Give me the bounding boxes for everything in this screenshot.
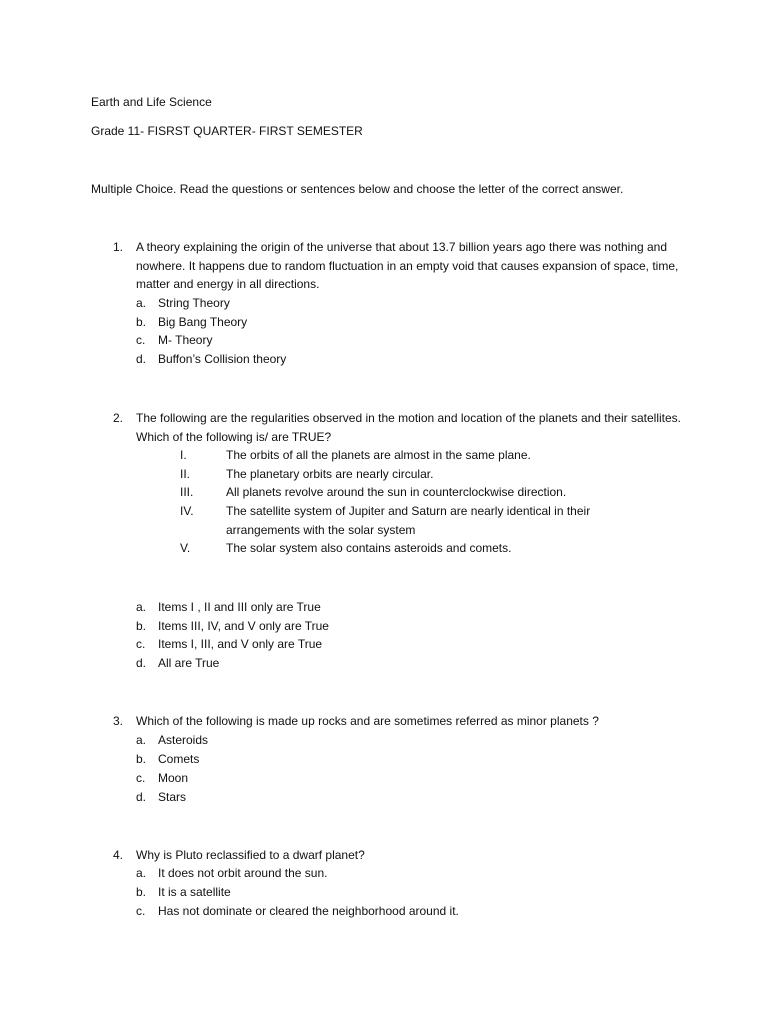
- statement-text: The planetary orbits are nearly circular.: [226, 467, 434, 481]
- statement-text: The solar system also contains asteroids and comets.: [226, 541, 512, 555]
- question-number: 2.: [113, 411, 124, 425]
- statement-text: The orbits of all the planets are almost in the same plane.: [226, 448, 531, 462]
- statement-numeral: V.: [180, 541, 191, 555]
- statement-numeral: I.: [180, 448, 187, 462]
- option-letter: b.: [136, 752, 147, 766]
- option-text: Stars: [158, 790, 187, 804]
- instructions: Multiple Choice. Read the questions or sentences below and choose the letter of the correct answer.: [91, 182, 624, 196]
- option-text: String Theory: [158, 296, 230, 310]
- option-text: It does not orbit around the sun.: [158, 866, 328, 880]
- option-text: Asteroids: [158, 733, 209, 747]
- question-number: 3.: [113, 714, 124, 728]
- option-letter: b.: [136, 315, 147, 329]
- option-letter: a.: [136, 733, 147, 747]
- option-letter: d.: [136, 352, 147, 366]
- option-letter: a.: [136, 866, 147, 880]
- statement-text: All planets revolve around the sun in counterclockwise direction.: [226, 485, 567, 499]
- option-letter: d.: [136, 656, 147, 670]
- option-letter: d.: [136, 790, 147, 804]
- statement-numeral: IV.: [180, 504, 194, 518]
- option-text: Comets: [158, 752, 200, 766]
- option-letter: c.: [136, 637, 146, 651]
- option-text: Items I, III, and V only are True: [158, 637, 323, 651]
- option-text: All are True: [158, 656, 220, 670]
- option-letter: b.: [136, 885, 147, 899]
- option-text: Buffon’s Collision theory: [158, 352, 287, 366]
- grade-heading: Grade 11- FISRST QUARTER- FIRST SEMESTER: [91, 124, 363, 138]
- option-letter: a.: [136, 296, 147, 310]
- option-text: Items I , II and III only are True: [158, 600, 321, 614]
- option-letter: b.: [136, 619, 147, 633]
- statement-text: The satellite system of Jupiter and Saturn are nearly identical in their arrangements with the solar system: [226, 504, 591, 537]
- option-text: Big Bang Theory: [158, 315, 248, 329]
- option-letter: a.: [136, 600, 147, 614]
- option-text: Has not dominate or cleared the neighborhood around it.: [158, 904, 459, 918]
- subject-title: Earth and Life Science: [91, 95, 212, 109]
- statement-numeral: III.: [180, 485, 194, 499]
- question-text: Which of the following is made up rocks and are sometimes referred as minor planets ?: [136, 714, 599, 728]
- question-text: The following are the regularities observed in the motion and location of the planets and their satellites. Which of the following is/ are TRUE?: [136, 411, 681, 444]
- question-number: 4.: [113, 848, 124, 862]
- option-letter: c.: [136, 771, 146, 785]
- question-text: Why is Pluto reclassified to a dwarf planet?: [136, 848, 365, 862]
- option-letter: c.: [136, 904, 146, 918]
- option-text: Moon: [158, 771, 189, 785]
- option-letter: c.: [136, 333, 146, 347]
- option-text: Items III, IV, and V only are True: [158, 619, 329, 633]
- statement-numeral: II.: [180, 467, 191, 481]
- option-text: M- Theory: [158, 333, 213, 347]
- option-text: It is a satellite: [158, 885, 231, 899]
- question-number: 1.: [113, 240, 124, 254]
- question-text: A theory explaining the origin of the universe that about 13.7 billion years ago there was nothing and nowhere. It happens due to random fluctuation in an empty void that causes expansion of space, time, matter and energy in all directions.: [136, 240, 679, 292]
